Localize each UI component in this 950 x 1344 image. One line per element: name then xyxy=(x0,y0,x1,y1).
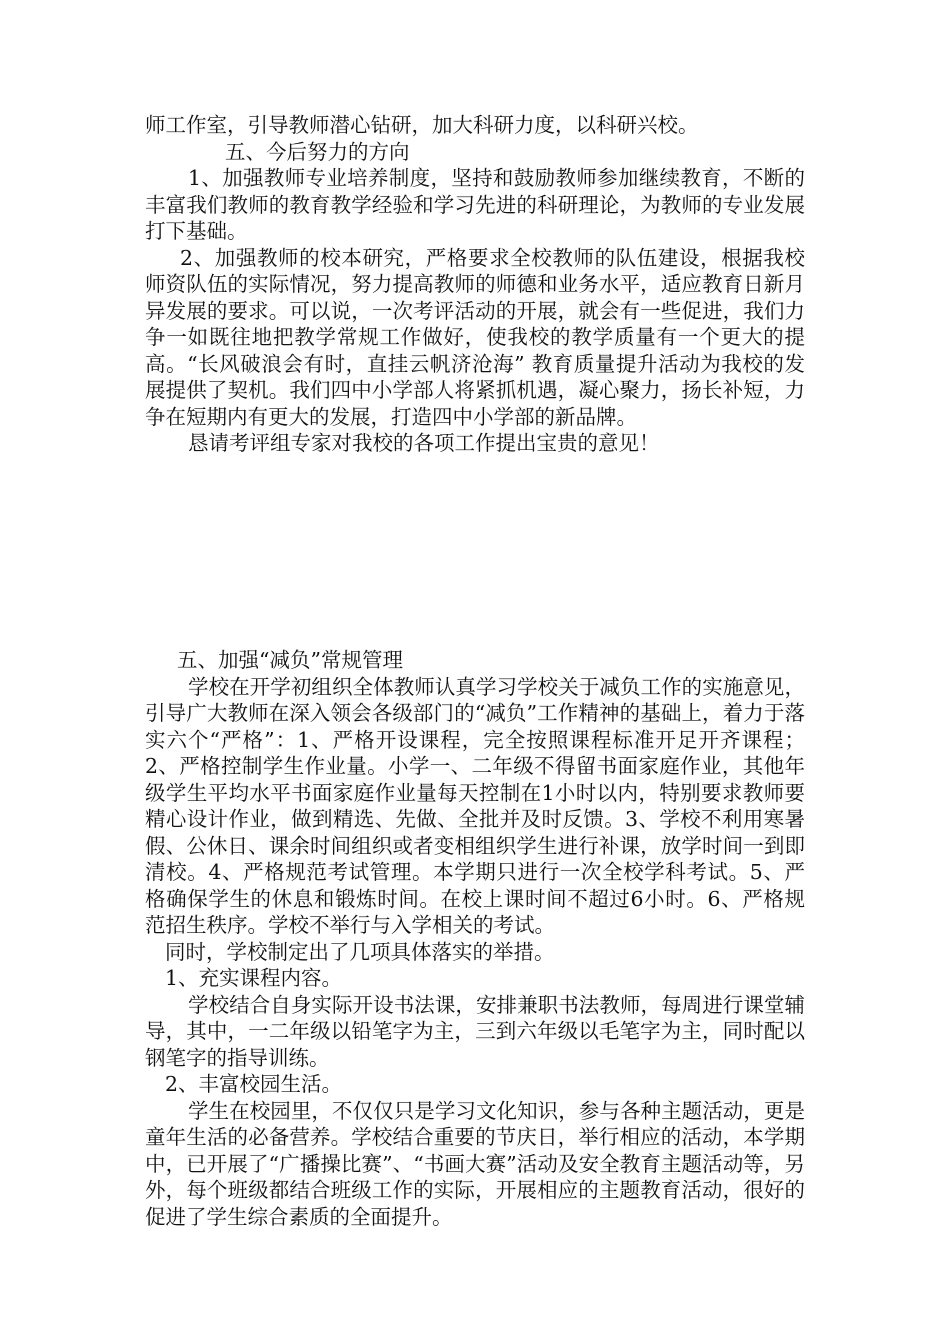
paragraph-campus-activities: 学生在校园里，不仅仅只是学习文化知识，参与各种主题活动，更是童年生活的必备营养。学校结合重要的节庆日，举行相应的活动，本学期中，已开展了“广播操比赛”、“书画大赛”活动及安全教育主题活动等，另外，每个班级都结合班级工作的实际，开展相应的主题教育活动，很好的促进了学生综合素质的全面提升。 xyxy=(145,1098,805,1229)
paragraph-item-1: 1、加强教师专业培养制度，坚持和鼓励教师参加继续教育，不断的丰富我们教师的教育教学经验和学习先进的科研理论，为教师的专业发展打下基础。 xyxy=(145,166,805,243)
heading-reduce-burden: 五、加强“减负”常规管理 xyxy=(177,648,403,672)
section-future-directions xyxy=(145,112,805,457)
paragraph-teacher-studio: 师工作室，引导教师潜心钻研，加大科研力度，以科研兴校。 xyxy=(145,113,699,137)
paragraph-measures-intro: 同时，学校制定出了几项具体落实的举措。 xyxy=(165,939,555,964)
paragraph-request-opinions: 恳请考评组专家对我校的各项工作提出宝贵的意见！ xyxy=(188,431,660,455)
section-reduce-burden xyxy=(145,647,805,1230)
paragraph-item-2: 2、加强教师的校本研究，严格要求全校教师的队伍建设，根据我校师资队伍的实际情况，努力提高教师的师德和业务水平，适应教育日新月异发展的要求。可以说，一次考评活动的开展，就会有一些促进，我们力争一如既往地把教学常规工作做好，使我校的教学质量有一个更大的提高。“长风破浪会有时，直挂云帆济沧海” 教育质量提升活动为我校的发展提供了契机。我们四中小学部人将紧抓机遇，凝心聚力，扬长补短，力争在短期内有更大的发展，打造四中小学部的新品牌。 xyxy=(145,245,805,429)
subheading-enrich-curriculum: 1、充实课程内容。 xyxy=(165,966,343,990)
subheading-campus-life: 2、丰富校园生活。 xyxy=(165,1072,343,1096)
heading-future-directions: 五、今后努力的方向 xyxy=(225,139,410,164)
paragraph-six-strict-rules: 学校在开学初组织全体教师认真学习学校关于减负工作的实施意见，引导广大教师在深入领会各级部门的“减负”工作精神的基础上，着力于落实六个“严格”：1、严格开设课程，完全按照课程标准开足开齐课程；2、严格控制学生作业量。小学一、二年级不得留书面家庭作业，其他年级学生平均水平书面家庭作业量每天控制在1小时以内，特别要求教师要精心设计作业，做到精选、先做、全批并及时反馈。3、学校不利用寒暑假、公休日、课余时间组织或者变相组织学生进行补课，放学时间一到即清校。4、严格规范考试管理。本学期只进行一次全校学科考试。5、严格确保学生的休息和锻炼时间。在校上课时间不超过6小时。6、严格规范招生秩序。学校不举行与入学相关的考试。 xyxy=(145,674,805,937)
paragraph-calligraphy: 学校结合自身实际开设书法课，安排兼职书法教师，每周进行课堂辅导，其中，一二年级以铅笔字为主，三到六年级以毛笔字为主，同时配以钢笔字的指导训练。 xyxy=(145,992,805,1070)
